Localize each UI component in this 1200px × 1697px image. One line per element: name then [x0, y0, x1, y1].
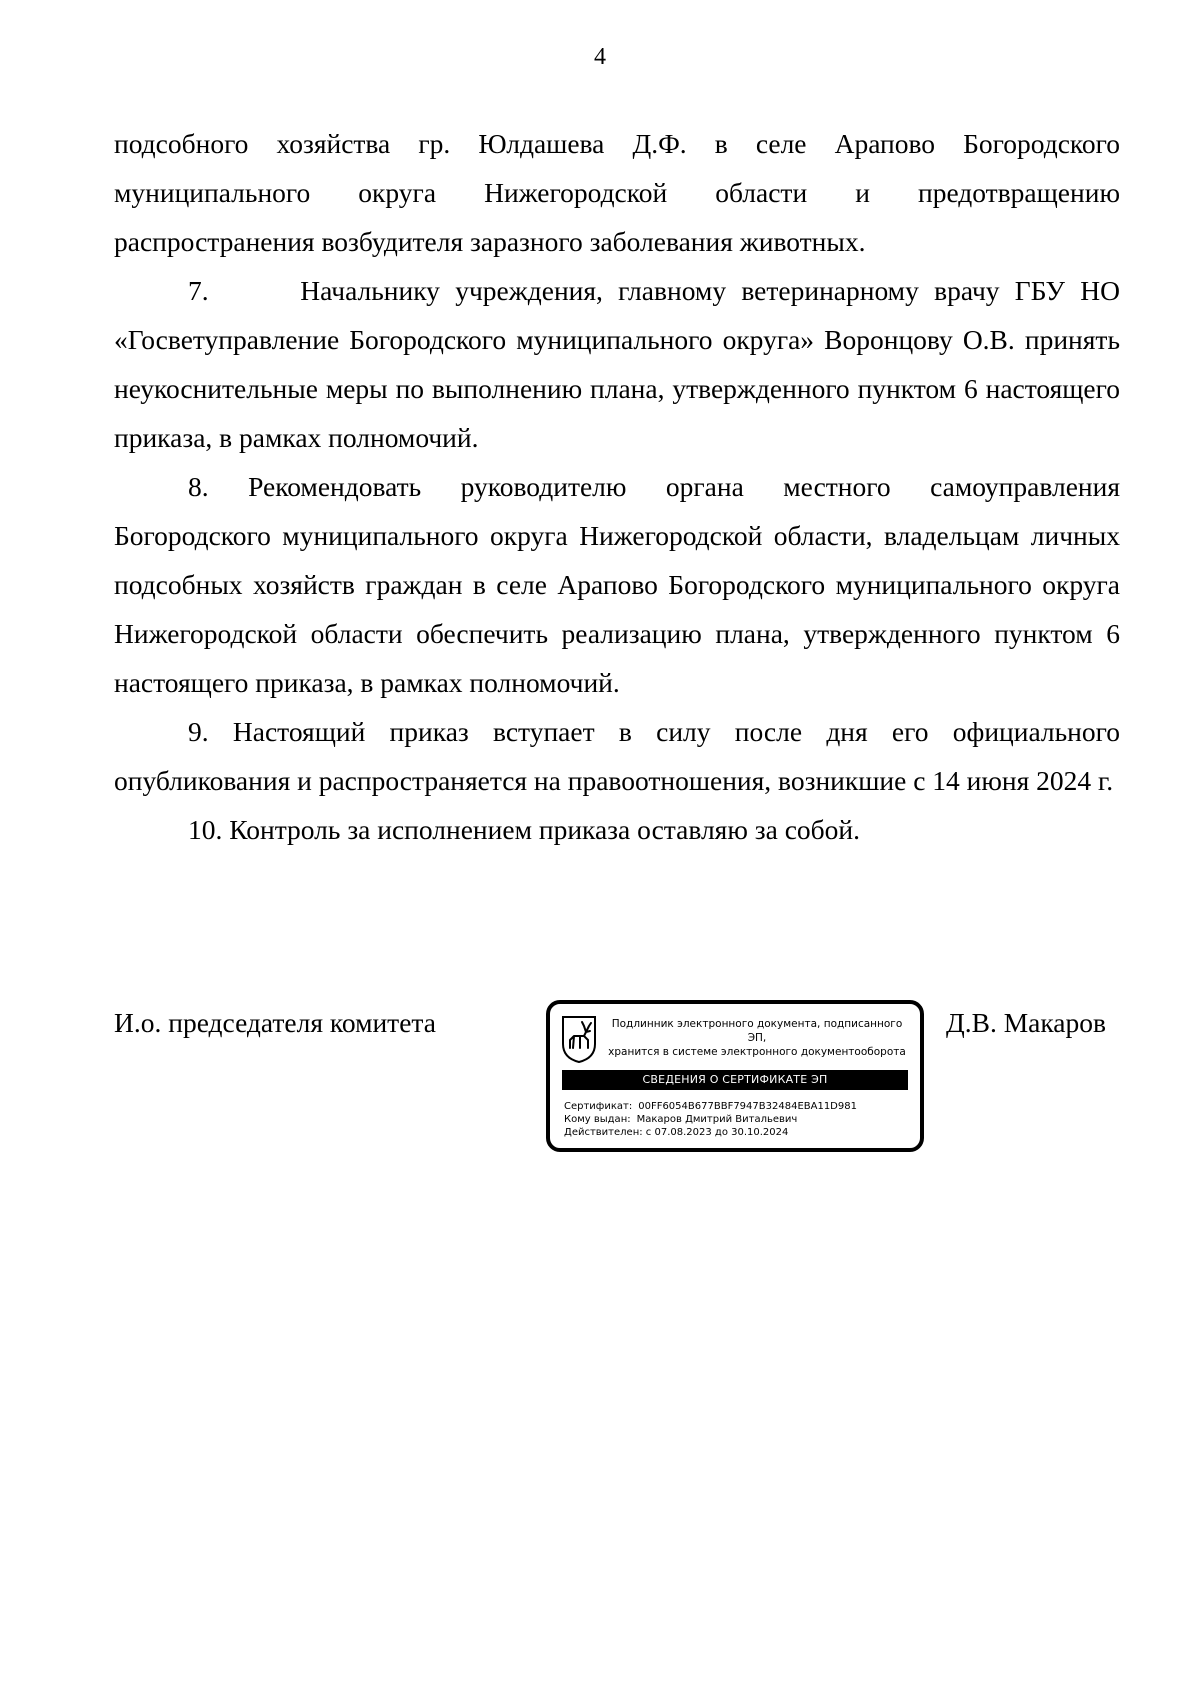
stamp-banner: СВЕДЕНИЯ О СЕРТИФИКАТЕ ЭП	[562, 1070, 908, 1090]
issued-to-line	[564, 1113, 910, 1126]
issued-to-value: Макаров Дмитрий Витальевич	[636, 1114, 798, 1125]
paragraph-item-10: 10. Контроль за исполнением приказа оставляю за собой.	[188, 814, 860, 845]
paragraph-item-7: 7. Начальнику учреждения, главному ветеринарному врачу ГБУ НО «Госветуправление Богородского муниципального округа» Воронцову О.В. принять неукоснительные меры по выполнению плана, утвержденного пунктом 6 настоящего приказа, в рамках полномочий.	[114, 275, 1120, 453]
certificate-label: Сертификат:	[564, 1101, 633, 1112]
page-number: 4	[594, 44, 606, 70]
stamp-header	[606, 1017, 908, 1059]
document-body	[114, 119, 1120, 854]
signature-block	[114, 1000, 1120, 1170]
signer-name: Д.В. Макаров	[945, 1007, 1106, 1038]
stamp-details	[564, 1100, 910, 1139]
electronic-signature-stamp	[546, 1000, 924, 1152]
certificate-value: 00FF6054B677BBF7947B32484EBA11D981	[638, 1101, 857, 1112]
paragraph-continuation: подсобного хозяйства гр. Юлдашева Д.Ф. в селе Арапово Богородского муниципального округа Нижегородской области и предотвращению распространения возбудителя заразного заболевания животных.	[114, 128, 1120, 257]
issued-to-label: Кому выдан:	[564, 1114, 631, 1125]
deer-emblem-icon	[560, 1014, 598, 1064]
paragraph-item-9: 9. Настоящий приказ вступает в силу после дня его официального опубликования и распространяется на правоотношения, возникшие с 14 июня 2024 г.	[114, 716, 1120, 796]
validity-line: Действителен: с 07.08.2023 до 30.10.2024	[564, 1127, 789, 1138]
paragraph-item-8: 8. Рекомендовать руководителю органа местного самоуправления Богородского муниципального округа Нижегородской области, владельцам личных подсобных хозяйств граждан в селе Арапово Богородского муниципального округа Нижегородской области обеспечить реализацию плана, утвержденного пунктом 6 настоящего приказа, в рамках полномочий.	[114, 471, 1120, 698]
stamp-header-line-2: хранится в системе электронного документооборота	[608, 1046, 906, 1058]
stamp-header-line-1: Подлинник электронного документа, подписанного ЭП,	[611, 1018, 903, 1044]
certificate-line	[564, 1100, 910, 1113]
signer-position: И.о. председателя комитета	[114, 1007, 436, 1038]
